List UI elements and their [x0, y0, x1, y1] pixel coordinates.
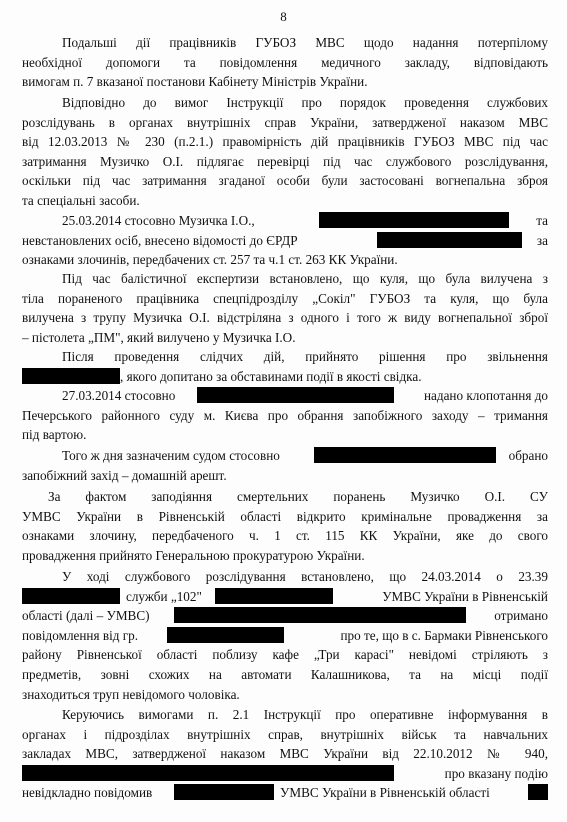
text-line: ознаками злочину, передбаченого ч. 1 ст. 115 КК України, яке до свого	[22, 528, 548, 544]
text-line: району Рівненської області поблизу кафе „Три карасі" невідомі стріляють з	[22, 647, 548, 663]
redaction-block	[22, 765, 394, 781]
text-line: запобіжний захід – домашній арешт.	[22, 467, 227, 483]
text-line	[22, 211, 548, 231]
text-line: провадження прийнято Генеральною прокуратурою України.	[22, 547, 365, 563]
text-line: необхідної допомоги та повідомлення медичного закладу, відповідають	[22, 54, 548, 70]
paragraph-10	[22, 705, 548, 803]
line-text: обрано	[508, 448, 548, 463]
line-text: 25.03.2014 стосовно Музичка І.О.,	[62, 213, 255, 228]
text-line	[22, 606, 548, 626]
line-text: надано клопотання до	[423, 388, 548, 403]
text-line: розслідувань в органах внутрішніх справ України, затвердженої наказом МВС	[22, 114, 548, 130]
text-line: Під час балістичної експертизи встановлено, що куля, що була вилучена з	[62, 271, 548, 286]
text-line	[22, 386, 548, 406]
text-line	[22, 367, 548, 387]
text-line: та спеціальні засоби.	[22, 192, 140, 208]
text-line	[22, 587, 548, 607]
redaction-block	[22, 368, 120, 384]
redaction-block	[197, 387, 394, 403]
text-line: Печерського районного суду м. Києва про обрання запобіжного заходу – тримання	[22, 407, 548, 423]
redaction-block	[174, 607, 466, 623]
line-text: та	[536, 213, 548, 228]
line-text: області (далі – УМВС)	[22, 608, 150, 624]
paragraph-8	[22, 487, 548, 565]
text-line	[22, 764, 548, 784]
text-line: від 12.03.2013 № 230 (п.2.1.) правомірність дій працівників ГУБОЗ МВС під час	[22, 134, 548, 150]
line-text: повідомлення від гр.	[22, 627, 139, 643]
redaction-block	[319, 212, 509, 228]
page-number: 8	[280, 9, 287, 24]
text-line: вимогам п. 7 вказаної постанови Кабінету Міністрів України.	[22, 74, 368, 90]
line-text: 27.03.2014 стосовно	[62, 388, 176, 403]
line-text: про те, що в с. Бармаки Рівненського	[340, 627, 548, 643]
text-line: Після проведення слідчих дій, прийнято рішення про звільнення	[62, 349, 548, 364]
paragraph-4	[22, 269, 548, 347]
redaction-block	[174, 784, 274, 800]
redaction-block	[215, 588, 333, 604]
paragraph-5	[22, 347, 548, 386]
redaction-block	[167, 627, 284, 643]
text-line: тіла пораненого працівника спецпідрозділу „Сокіл" ГУБОЗ та куля, що була	[22, 290, 548, 306]
paragraph-3	[22, 211, 548, 270]
redaction-block	[377, 232, 522, 248]
text-line: вилучена з трупу Музичка О.І. відстріляна з одного і того ж виду вогнепальної зброї	[22, 310, 548, 326]
text-line	[22, 783, 548, 803]
paragraph-7	[22, 446, 548, 485]
text-line: УМВС України в Рівненській області відкрито кримінальне провадження за	[22, 508, 548, 524]
line-text: про вказану подію	[444, 765, 548, 781]
redaction-block	[22, 588, 120, 604]
line-text: невстановлених осіб, внесено відомості до ЄРДР	[22, 232, 298, 248]
line-text: Того ж дня зазначеним судом стосовно	[62, 448, 280, 463]
text-line: Керуючись вимогами п. 2.1 Інструкції про оперативне інформування в	[62, 707, 548, 722]
text-line: органах і підрозділах внутрішніх справ, внутрішніх військ та навчальних	[22, 726, 548, 742]
text-line	[22, 446, 548, 466]
line-text: , якого допитано за обставинами події в якості свідка.	[120, 368, 422, 384]
text-line: Подальші дії працівників ГУБОЗ МВС щодо надання потерпілому	[62, 35, 548, 50]
text-line: За фактом заподіяння смертельних поранень Музичко О.І. СУ	[48, 489, 548, 504]
paragraph-1	[22, 33, 548, 92]
paragraph-2	[22, 93, 548, 211]
text-line: затримання Музичко О.І. підлягає перевірці під час службового розслідування,	[22, 153, 548, 169]
text-line: під вартою.	[22, 427, 87, 443]
text-line: У ході службового розслідування встановлено, що 24.03.2014 о 23.39	[62, 569, 548, 584]
line-text: невідкладно повідомив	[22, 785, 153, 801]
text-line	[22, 626, 548, 646]
line-text: отримано	[494, 608, 548, 624]
line-text: служби „102"	[126, 588, 202, 604]
paragraph-9	[22, 567, 548, 704]
text-line	[22, 231, 548, 251]
text-line: – пістолета „ПМ", який вилучено у Музичка І.О.	[22, 329, 296, 345]
redaction-block	[528, 784, 548, 800]
text-line: ознаками злочинів, передбачених ст. 257 та ч.1 ст. 263 КК України.	[22, 252, 398, 268]
text-line: знаходиться труп невідомого чоловіка.	[22, 686, 240, 702]
paragraph-6	[22, 386, 548, 445]
line-text: за	[536, 232, 548, 248]
text-line: закладах МВС, затвердженої наказом МВС України від 22.10.2012 № 940,	[22, 746, 548, 762]
line-text: УМВС України в Рівненській області	[280, 785, 490, 801]
redaction-block	[314, 447, 496, 463]
text-line: предметів, зовні схожих на автомати Калашникова, та на місці події	[22, 666, 548, 682]
text-line: оскільки під час затримання згаданої особи були застосовані вогнепальна зброя	[22, 173, 548, 189]
line-text: УМВС України в Рівненській	[382, 588, 548, 604]
text-line: Відповідно до вимог Інструкції про порядок проведення службових	[62, 95, 548, 110]
